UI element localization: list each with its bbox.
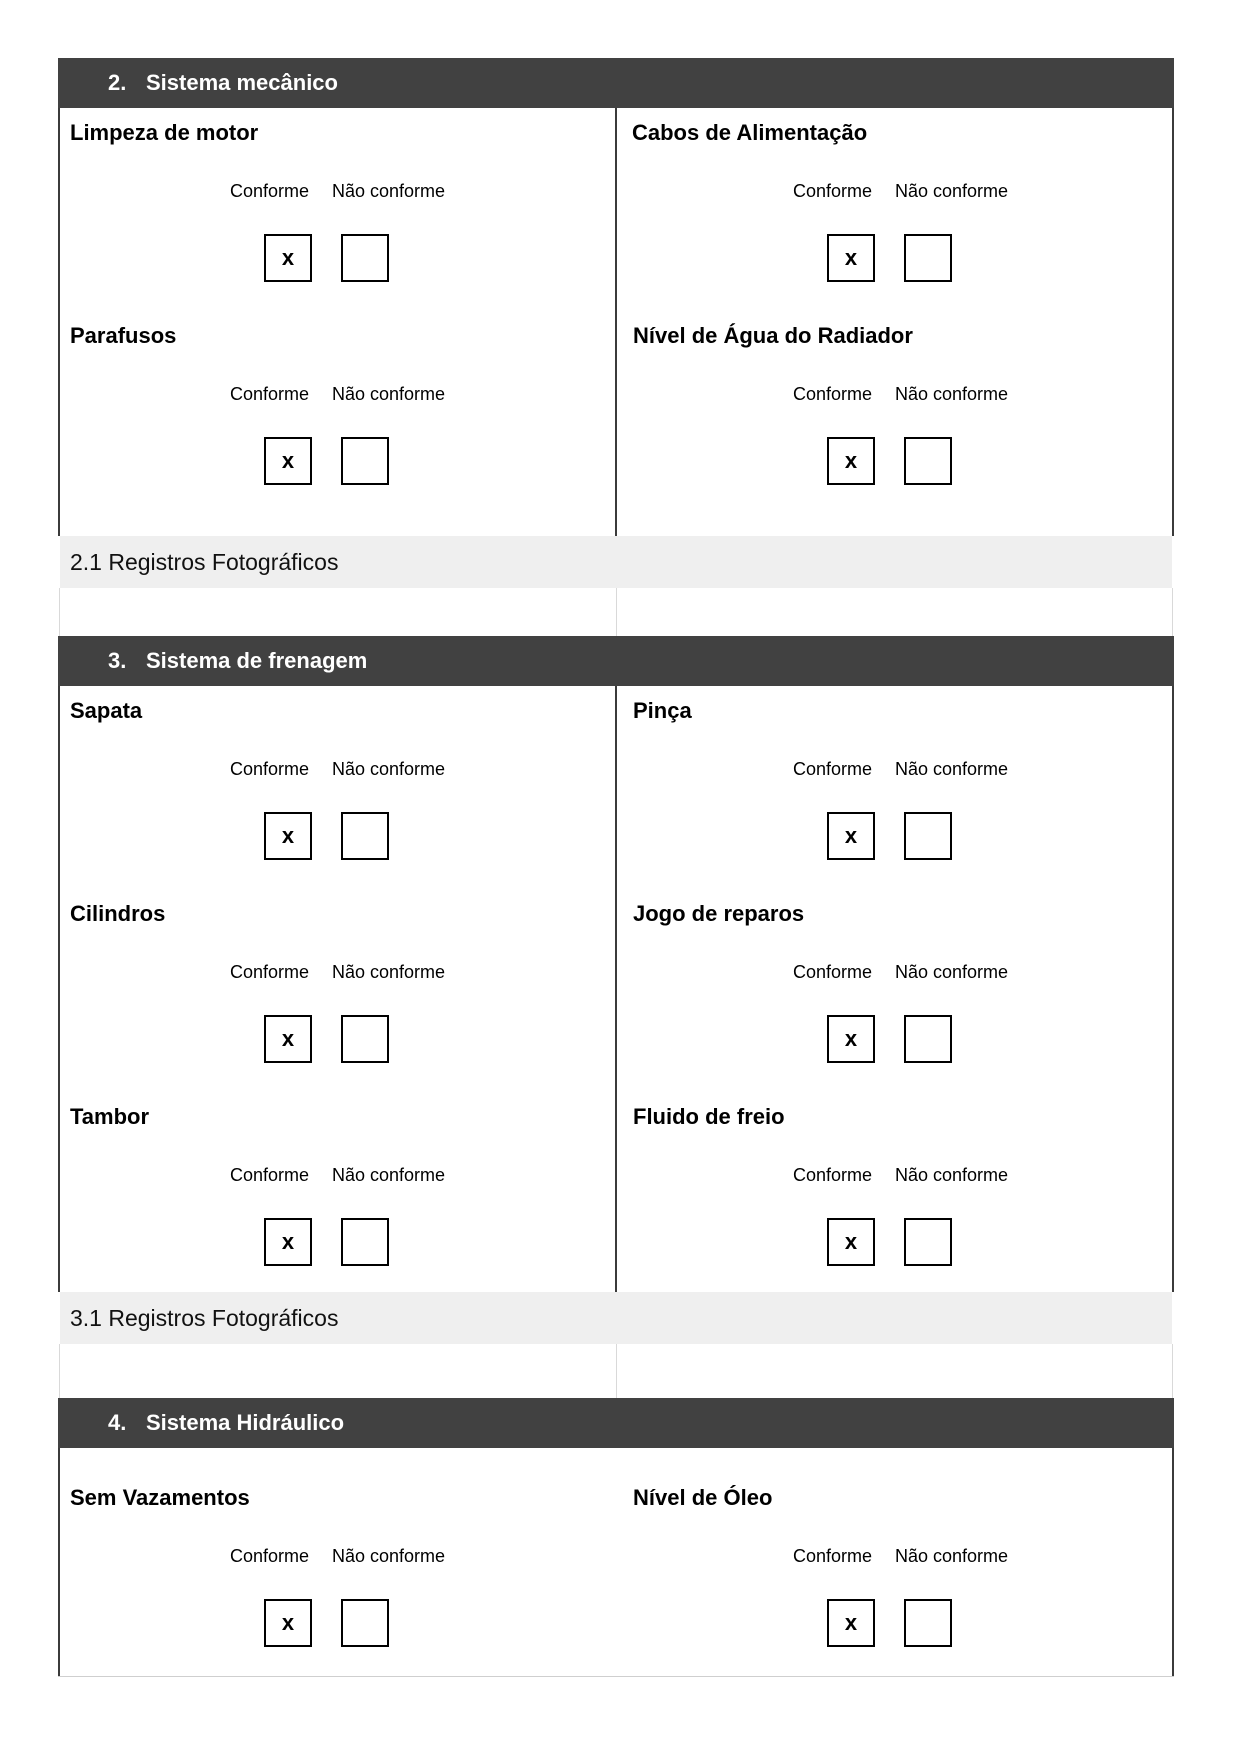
nao-conforme-label: Não conforme <box>895 1165 1009 1185</box>
section-number: 2. <box>108 70 127 95</box>
check-item <box>623 321 1163 501</box>
item-label: Parafusos <box>70 323 177 348</box>
conforme-label: Conforme <box>230 759 310 779</box>
nao-conforme-checkbox[interactable] <box>904 437 952 485</box>
conforme-label: Conforme <box>230 1546 310 1566</box>
conforme-checkbox[interactable]: x <box>264 1599 312 1647</box>
conforme-label: Conforme <box>793 1165 873 1185</box>
section-header-hidraulico <box>58 1398 1174 1448</box>
nao-conforme-label: Não conforme <box>895 1546 1009 1566</box>
nao-conforme-checkbox[interactable] <box>341 437 389 485</box>
border-right <box>1172 1344 1173 1398</box>
nao-conforme-label: Não conforme <box>895 962 1009 982</box>
conforme-checkbox[interactable]: x <box>264 812 312 860</box>
conforme-label: Conforme <box>230 384 310 404</box>
check-item <box>623 1102 1163 1282</box>
nao-conforme-checkbox[interactable] <box>341 234 389 282</box>
check-item <box>60 321 600 501</box>
nao-conforme-checkbox[interactable] <box>904 234 952 282</box>
conforme-label: Conforme <box>230 181 310 201</box>
nao-conforme-checkbox[interactable] <box>904 812 952 860</box>
nao-conforme-label: Não conforme <box>895 181 1009 201</box>
item-label: Limpeza de motor <box>70 120 259 145</box>
nao-conforme-checkbox[interactable] <box>904 1218 952 1266</box>
nao-conforme-label: Não conforme <box>895 759 1009 779</box>
conforme-label: Conforme <box>230 962 310 982</box>
border-left <box>59 588 60 636</box>
nao-conforme-label: Não conforme <box>332 1165 446 1185</box>
conforme-checkbox[interactable]: x <box>264 234 312 282</box>
conforme-label: Conforme <box>793 1546 873 1566</box>
item-label: Sem Vazamentos <box>70 1485 250 1510</box>
check-item <box>60 899 600 1079</box>
conforme-checkbox[interactable]: x <box>264 1015 312 1063</box>
item-label: Nível de Água do Radiador <box>633 323 913 348</box>
nao-conforme-checkbox[interactable] <box>341 812 389 860</box>
nao-conforme-checkbox[interactable] <box>341 1218 389 1266</box>
border-right <box>1172 588 1173 636</box>
conforme-label: Conforme <box>230 1165 310 1185</box>
column-divider <box>616 1344 617 1398</box>
column-divider <box>616 588 617 636</box>
nao-conforme-label: Não conforme <box>895 384 1009 404</box>
border-left <box>59 1344 60 1398</box>
conforme-checkbox[interactable]: x <box>827 1015 875 1063</box>
check-item <box>623 118 1163 298</box>
bottom-border <box>58 1676 1174 1677</box>
conforme-checkbox[interactable]: x <box>827 1599 875 1647</box>
conforme-label: Conforme <box>793 759 873 779</box>
check-item <box>60 696 600 876</box>
conforme-label: Conforme <box>793 962 873 982</box>
section-title: Sistema Hidráulico <box>146 1410 345 1435</box>
conforme-checkbox[interactable]: x <box>827 437 875 485</box>
border-right <box>1172 108 1174 536</box>
section-number: 4. <box>108 1410 127 1435</box>
nao-conforme-label: Não conforme <box>332 181 446 201</box>
section-header-frenagem <box>58 636 1174 686</box>
check-item <box>60 118 600 298</box>
check-item <box>60 1102 600 1282</box>
conforme-checkbox[interactable]: x <box>827 234 875 282</box>
border-right <box>1172 686 1174 1292</box>
section-title: Sistema de frenagem <box>146 648 368 673</box>
section-number: 3. <box>108 648 127 673</box>
item-label: Cilindros <box>70 901 166 926</box>
check-item <box>623 1483 1163 1663</box>
check-item <box>623 696 1163 876</box>
column-divider <box>615 108 617 536</box>
nao-conforme-checkbox[interactable] <box>341 1599 389 1647</box>
item-label: Fluido de freio <box>633 1104 785 1129</box>
photo-records-header: 2.1 Registros Fotográficos <box>60 536 1172 588</box>
conforme-checkbox[interactable]: x <box>827 1218 875 1266</box>
nao-conforme-label: Não conforme <box>332 759 446 779</box>
conforme-checkbox[interactable]: x <box>264 1218 312 1266</box>
item-label: Sapata <box>70 698 143 723</box>
item-label: Pinça <box>633 698 692 723</box>
column-divider <box>615 686 617 1292</box>
conforme-label: Conforme <box>793 181 873 201</box>
nao-conforme-checkbox[interactable] <box>904 1015 952 1063</box>
nao-conforme-label: Não conforme <box>332 384 446 404</box>
conforme-checkbox[interactable]: x <box>827 812 875 860</box>
conforme-label: Conforme <box>793 384 873 404</box>
conforme-checkbox[interactable]: x <box>264 437 312 485</box>
check-item <box>60 1483 600 1663</box>
section-title: Sistema mecânico <box>146 70 338 95</box>
item-label: Cabos de Alimentação <box>632 120 868 145</box>
nao-conforme-checkbox[interactable] <box>904 1599 952 1647</box>
nao-conforme-label: Não conforme <box>332 962 446 982</box>
section-header-mecanico <box>58 58 1174 108</box>
item-label: Jogo de reparos <box>633 901 805 926</box>
item-label: Nível de Óleo <box>633 1485 773 1510</box>
border-right <box>1172 1448 1174 1676</box>
item-label: Tambor <box>70 1104 150 1129</box>
photo-records-header: 3.1 Registros Fotográficos <box>60 1292 1172 1344</box>
nao-conforme-checkbox[interactable] <box>341 1015 389 1063</box>
nao-conforme-label: Não conforme <box>332 1546 446 1566</box>
check-item <box>623 899 1163 1079</box>
